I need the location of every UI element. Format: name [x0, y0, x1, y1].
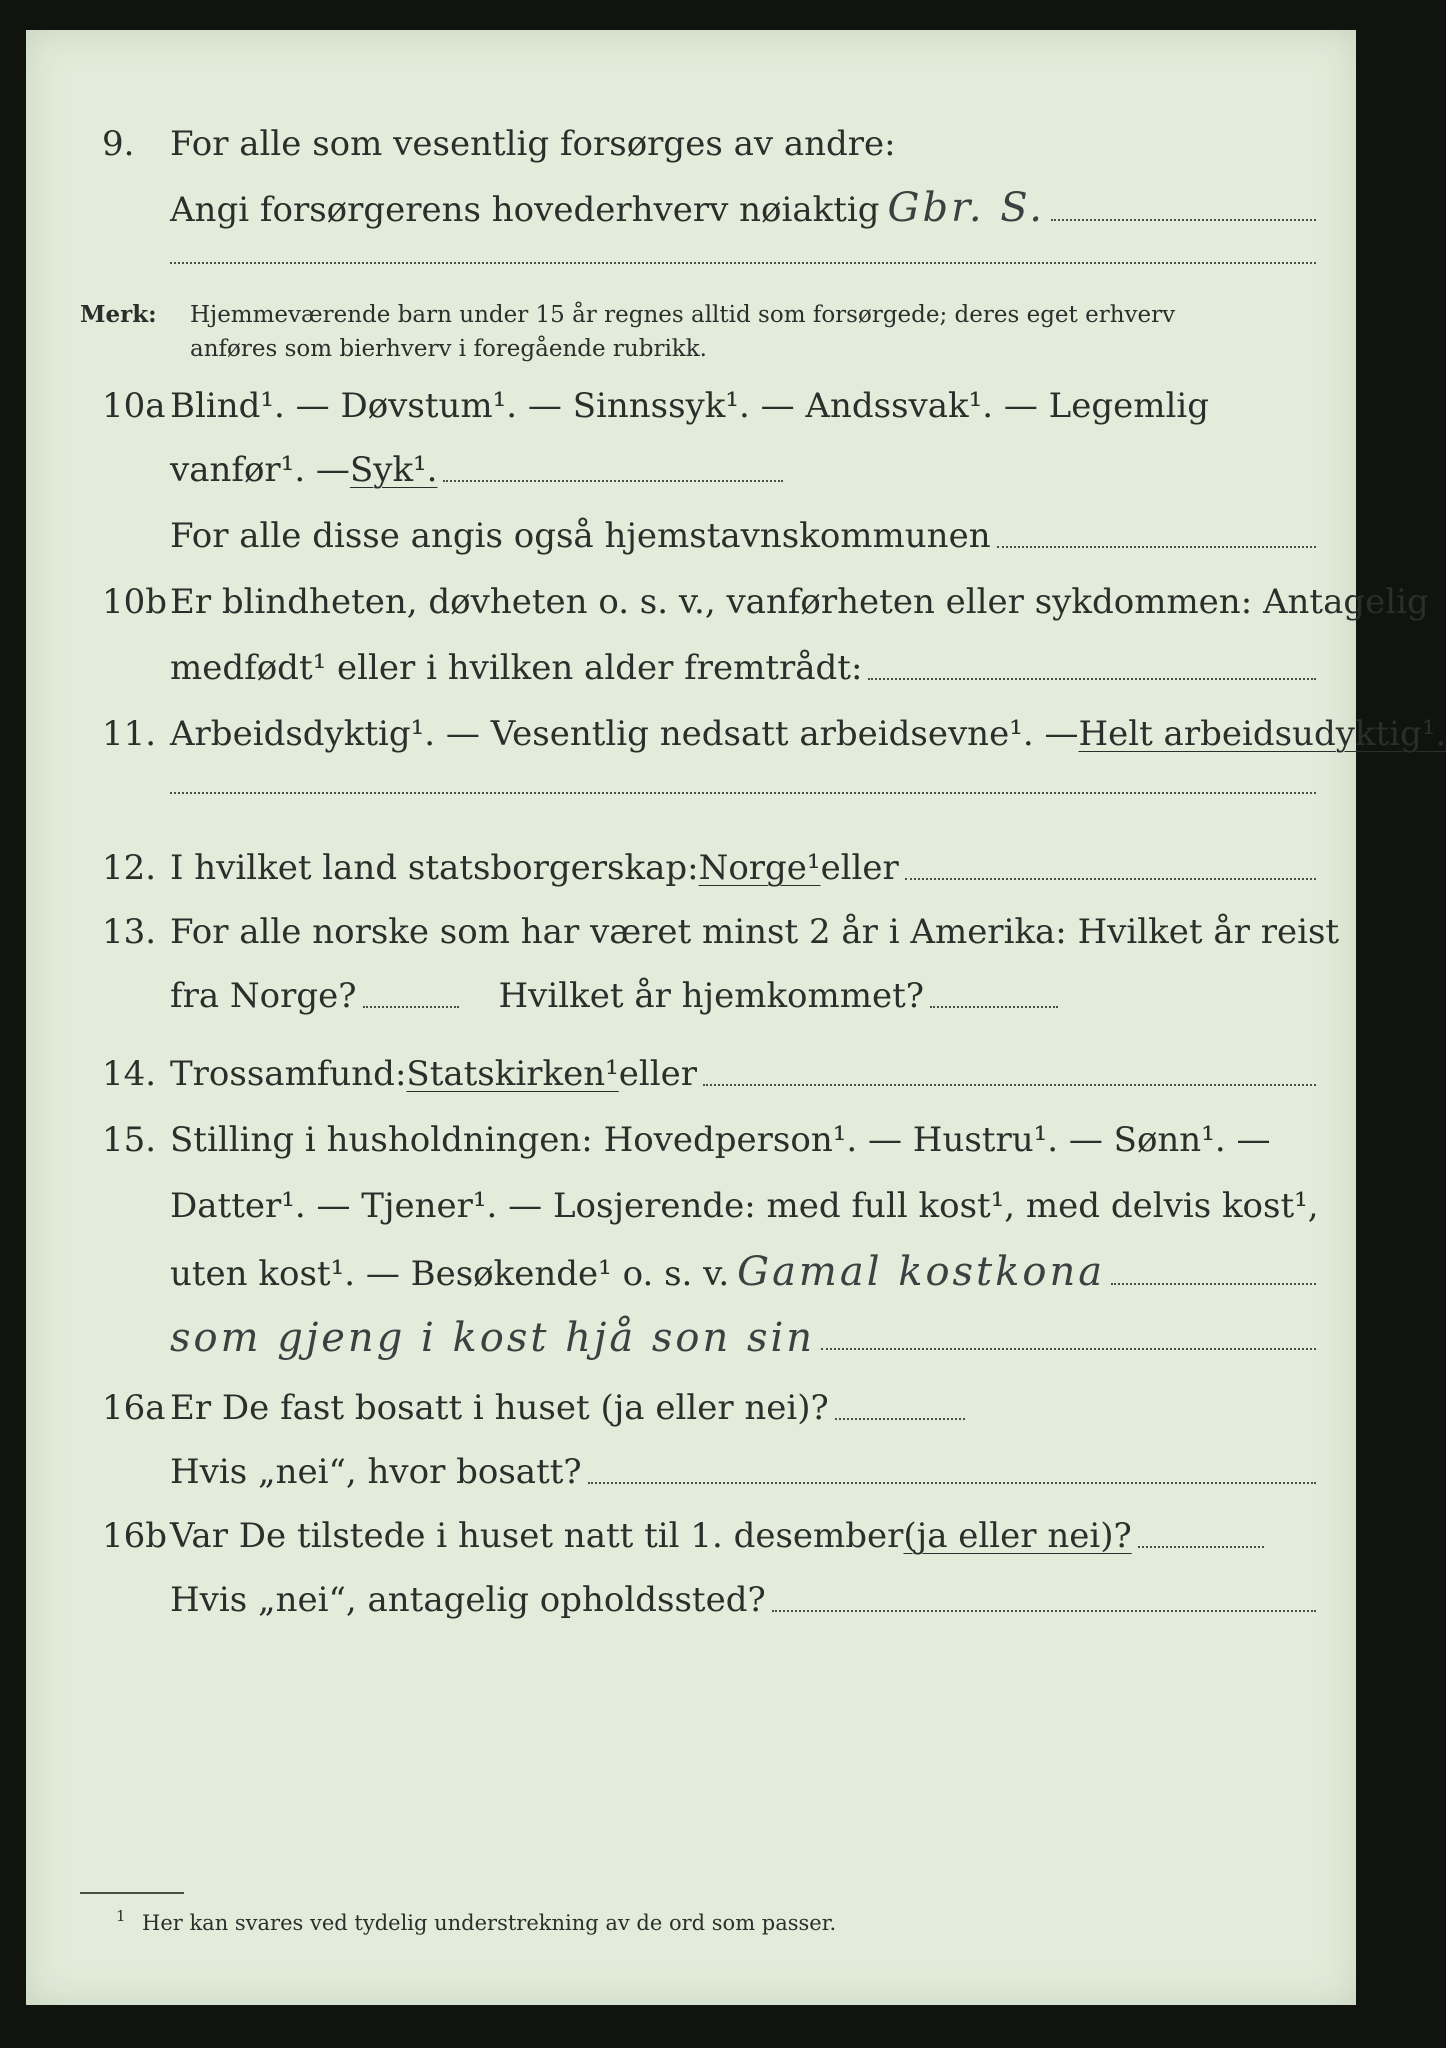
q15-row-4 — [26, 1310, 1356, 1366]
q10a-row-3 — [26, 508, 1356, 564]
q15-row-3 — [26, 1244, 1356, 1300]
q16a-followup: Hvis „nei“, hvor bosatt? — [170, 1452, 582, 1492]
q16b-answer-line — [1138, 1546, 1264, 1548]
q9-number: 9. — [102, 124, 135, 164]
q15-answer-line-1 — [1111, 1283, 1316, 1285]
q13-right-question: Hvilket år hjemkommet? — [498, 976, 925, 1016]
q16b-question: Var De tilstede i huset natt til 1. desember — [170, 1516, 904, 1556]
q16a-question: Er De fast bosatt i huset (ja eller nei)? — [170, 1388, 829, 1428]
q15-handwritten-answer-2: som gjeng i kost hjå son sin — [170, 1315, 816, 1361]
q10a-row-1 — [26, 378, 1356, 434]
q13-row-2 — [26, 968, 1356, 1024]
q14-answer-line — [703, 1084, 1316, 1086]
q14-statskirken-underlined: Statskirken¹ — [406, 1054, 619, 1094]
q9-row-3 — [26, 240, 1356, 296]
q13-left-answer-line — [363, 1006, 459, 1008]
q12-norge-underlined: Norge¹ — [698, 848, 821, 888]
q13-left-question: fra Norge? — [170, 976, 357, 1016]
q16b-row-2 — [26, 1572, 1356, 1628]
q15-number: 15. — [102, 1120, 157, 1160]
merk-label: Merk: — [80, 301, 157, 328]
q9-question-cont: Angi forsørgerens hovederhverv nøiaktig — [170, 190, 880, 230]
q13-right-answer-line — [930, 1006, 1058, 1008]
q12-question: I hvilket land statsborgerskap: — [170, 848, 699, 888]
q10b-question-cont: medfødt¹ eller i hvilken alder fremtrådt: — [170, 648, 863, 688]
q11-underlined-answer: Helt arbeidsudyktig¹. — [1078, 714, 1446, 754]
q14-eller: eller — [618, 1054, 697, 1094]
q13-question: For alle norske som har været minst 2 år i Amerika: Hvilket år reist — [170, 912, 1340, 952]
q9-row-2 — [26, 180, 1356, 236]
q12-row — [26, 840, 1356, 896]
q16b-number: 16b — [102, 1516, 168, 1556]
footnote-row — [26, 1906, 1356, 1940]
q15-row-2 — [26, 1178, 1356, 1234]
footnote-rule — [80, 1892, 184, 1894]
census-form-page — [26, 30, 1446, 2005]
q10a-syk-underlined: Syk¹. — [349, 450, 438, 490]
q14-question: Trossamfund: — [170, 1054, 407, 1094]
q10a-number: 10a — [102, 386, 166, 426]
q11-row-2 — [26, 770, 1356, 826]
q15-row-1 — [26, 1112, 1356, 1168]
q9-extra-line — [170, 262, 1316, 264]
q15-question: Stilling i husholdningen: Hovedperson¹. — Hustru¹. — Sønn¹. — — [170, 1120, 1271, 1160]
q10a-answer-line — [443, 480, 783, 482]
q13-number: 13. — [102, 912, 157, 952]
q15-question-cont: Datter¹. — Tjener¹. — Losjerende: med full kost¹, med delvis kost¹, — [170, 1186, 1319, 1226]
footnote-text: Her kan svares ved tydelig understrekning av de ord som passer. — [142, 1911, 837, 1935]
q10a-hometown-line — [997, 546, 1316, 548]
q16b-row-1 — [26, 1508, 1356, 1564]
q16b-followup-line — [772, 1610, 1316, 1612]
q9-answer-line — [1051, 219, 1316, 221]
q11-row-1 — [26, 706, 1446, 762]
q12-eller: eller — [820, 848, 899, 888]
q16a-row-2 — [26, 1444, 1356, 1500]
q16a-row-1 — [26, 1380, 1356, 1436]
q11-number: 11. — [102, 714, 157, 754]
q10b-question: Er blindheten, døvheten o. s. v., vanførheten eller sykdommen: Antagelig — [170, 582, 1429, 622]
q15-answer-line-2 — [821, 1348, 1316, 1350]
q10a-hometown-question: For alle disse angis også hjemstavnskommunen — [170, 516, 991, 556]
q11-question: Arbeidsdyktig¹. — Vesentlig nedsatt arbeidsevne¹. — — [170, 714, 1079, 754]
footnote-marker: 1 — [116, 1907, 126, 1925]
q10b-row-2 — [26, 640, 1356, 696]
q13-row-1 — [26, 904, 1356, 960]
q10a-question-cont: vanfør¹. — — [170, 450, 350, 490]
q10b-answer-line — [868, 678, 1316, 680]
q15-handwritten-answer-1: Gamal kostkona — [737, 1249, 1106, 1295]
q10a-row-2 — [26, 442, 1356, 498]
q10b-number: 10b — [102, 582, 168, 622]
q10b-row-1 — [26, 574, 1429, 630]
q12-answer-line — [905, 878, 1316, 880]
q15-question-cont-2: uten kost¹. — Besøkende¹ o. s. v. — [170, 1254, 730, 1294]
q9-row-1 — [26, 116, 1356, 172]
q9-question: For alle som vesentlig forsørges av andre: — [170, 124, 896, 164]
q10a-question: Blind¹. — Døvstum¹. — Sinnssyk¹. — Andssvak¹. — Legemlig — [170, 386, 1209, 426]
q16a-number: 16a — [102, 1388, 166, 1428]
q12-number: 12. — [102, 848, 157, 888]
q16a-answer-line — [835, 1418, 965, 1420]
merk-row-2 — [26, 332, 1356, 366]
q16b-followup: Hvis „nei“, antagelig opholdssted? — [170, 1580, 766, 1620]
merk-note-cont: anføres som bierhverv i foregående rubrikk. — [190, 336, 707, 362]
q14-number: 14. — [102, 1054, 157, 1094]
q11-answer-line — [170, 792, 1316, 794]
q14-row — [26, 1046, 1356, 1102]
merk-note: Hjemmeværende barn under 15 år regnes alltid som forsørgede; deres eget erhverv — [190, 302, 1176, 328]
q16a-followup-line — [588, 1482, 1316, 1484]
q9-handwritten-answer: Gbr. S. — [887, 185, 1045, 231]
q16b-ja-eller-nei: (ja eller nei)? — [903, 1516, 1132, 1556]
merk-row-1 — [26, 298, 1356, 332]
